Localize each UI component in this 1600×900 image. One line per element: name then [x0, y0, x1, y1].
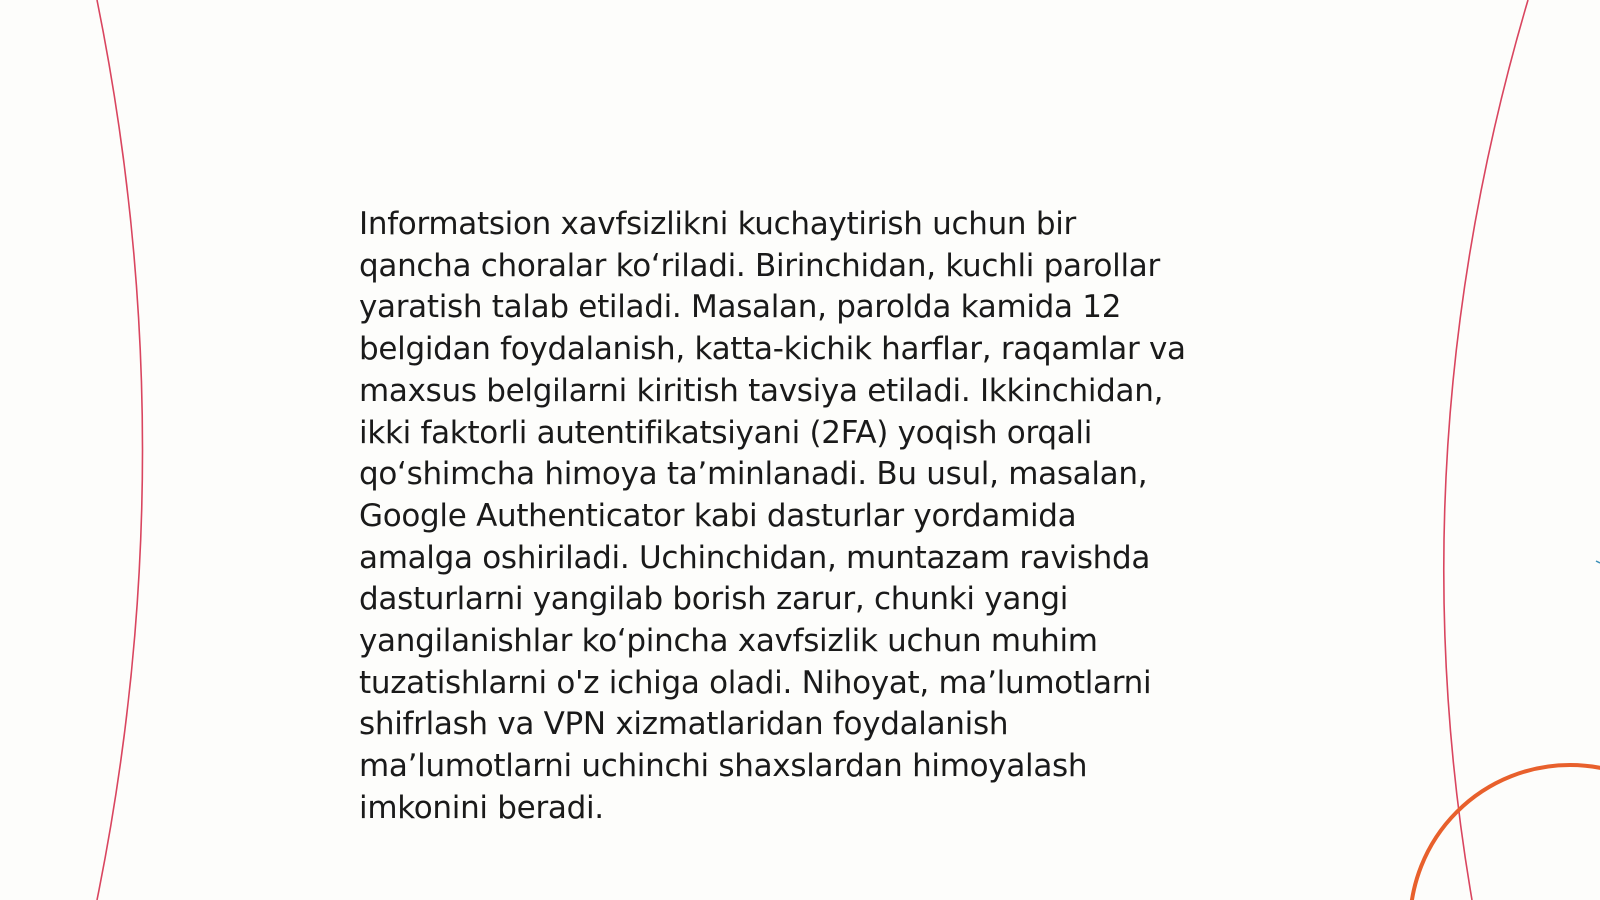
accent-circle-arc	[1410, 765, 1600, 900]
left-curve-line	[97, 0, 143, 900]
edge-mark	[1596, 561, 1600, 563]
body-paragraph: Informatsion xavfsizlikni kuchaytirish uchun bir qancha choralar ko‘riladi. Birinchidan, kuchli parollar yaratish talab etiladi. Masalan, parolda kamida 12 belgidan foydalanish, katta-kichik harflar, raqamlar va maxsus belgilarni kiritish tavsiya etiladi. Ikkinchidan, ikki faktorli autentifikatsiyani (2FA) yoqish orqali qo‘shimcha himoya ta’minlanadi. Bu usul, masalan, Google Authenticator kabi dasturlar yordamida amalga oshiriladi. Uchinchidan, muntazam ravishda dasturlarni yangilab borish zarur, chunki yangi yangilanishlar ko‘pincha xavfsizlik uchun muhim tuzatishlarni o'z ichiga oladi. Nihoyat, ma’lumotlarni shifrlash va VPN xizmatlaridan foydalanish ma’lumotlarni uchinchi shaxslardan himoyalash imkonini beradi.	[359, 206, 1186, 826]
right-curve-line	[1444, 0, 1528, 900]
